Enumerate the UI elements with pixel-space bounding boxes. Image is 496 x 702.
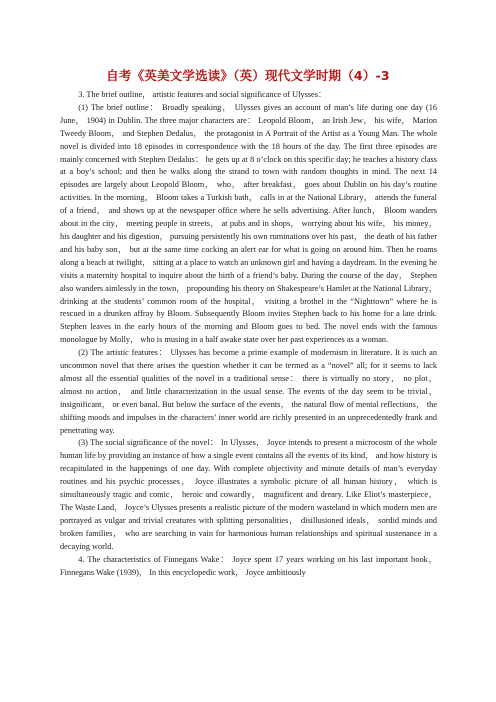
paragraph-artistic-features: (2) The artistic features： Ulysses has become a prime example of modernism in literature. It is such an uncommon novel that there arises the question whether it can be termed as a “novel” all; for it seems to lack almost all the essential qualities of the novel in a traditional sense： there is virtually no story， no plot， almost no action， and little characterization in the usual sense. The events of the day seem to be trivial， insignificant， or even banal. But below the surface of the events， the natural flow of mental reflections， the shifting moods and impulses in the characters’ inner world are richly presented in an unprecedentedly frank and penetrating way. [60,348,437,435]
paragraph-social-significance: (3) The social significance of the novel： In Ulysses， Joyce intends to present a microcosm of the whole human life by providing an instance of how a single event contains all the events of its kind， and how history is recapitulated in the happenings of one day. With complete objectivity and minute details of man’s everyday routines and his psychic processes， Joyce illustrates a symbolic picture of all human history， which is simultaneously tragic and comic， heroic and cowardly， magnificent and dreary. Like Eliot’s masterpiece， The Waste Land， Joyce’s Ulysses presents a realistic picture of the modern wasteland in which modern men are portrayed as vulgar and trivial creatures with splitting personalities， disillusioned ideals， sordid minds and broken families， who are searching in vain for harmonious human relationships and spiritual sustenance in a decaying world. [60,438,437,551]
paragraph-finnegans-wake: 4. The characteristics of Finnegans Wake： Joyce spent 17 years working on his last important book， Finnegans Wake (1939)， In this encyclopedic work， Joyce ambitiously [60,554,437,577]
document-title: 自考《英美文学选读》（英）现代文学时期（4）-3 [106,68,390,83]
paragraph-section-3-heading: 3. The brief outline， artistic features and social significance of Ulysses： [78,90,327,99]
paragraph-brief-outline: (1) The brief outline： Broadly speaking， Ulysses gives an account of man’s life during one day (16 June， 1904) in Dublin. The three major characters are： Leopold Bloom， an Irish Jew， his wife， Marion Tweedy Bloom， and Stephen Dedalus， the protagonist in A Portrait of the Artist as a Young Man. The whole novel is divided into 18 episodes in correspondence with the 18 hours of the day. The first three episodes are mainly concerned with Stephen Dedalus： he gets up at 8 o’clock on this specific day; he teaches a history class at a boy’s school; and then he walks along the strand to town with random thoughts in mind. The next 14 episodes are largely about Leopold Bloom， who， after breakfast， goes about Dublin on his day’s routine activities. In the morning， Bloom takes a Turkish bath， calls in at the National Library， attends the funeral of a friend， and shows up at the newspaper office where he sells advertising. After lunch， Bloom wanders about in the city， meeting people in streets， at pubs and in shops， worrying about his wife， his money， his daughter and his digestion， pursuing persistently his own ruminations over his past， the death of his father and his baby son， but at the same time cocking an alert ear for what is going on around him. Then he roams along a beach at twilight， sitting at a place to watch an unknown girl and having a daydream. In the evening he visits a maternity hospital to inquire about the birth of a friend’s baby. During the course of the day， Stephen also wanders aimlessly in the town， propounding his theory on Shakespeare’s Hamlet at the National Library， drinking at the students’ common room of the hospital， visiting a brothel in the “Nighttown” where he is rescued in a drunken affray by Bloom. Subsequently Bloom invites Stephen back to his home for a late drink. Stephen leaves in the early hours of the morning and Bloom goes to bed. The novel ends with the famous monologue by Molly， who is musing in a half awake state over her past experiences as a woman. [60,102,437,345]
document-body [60,89,437,579]
